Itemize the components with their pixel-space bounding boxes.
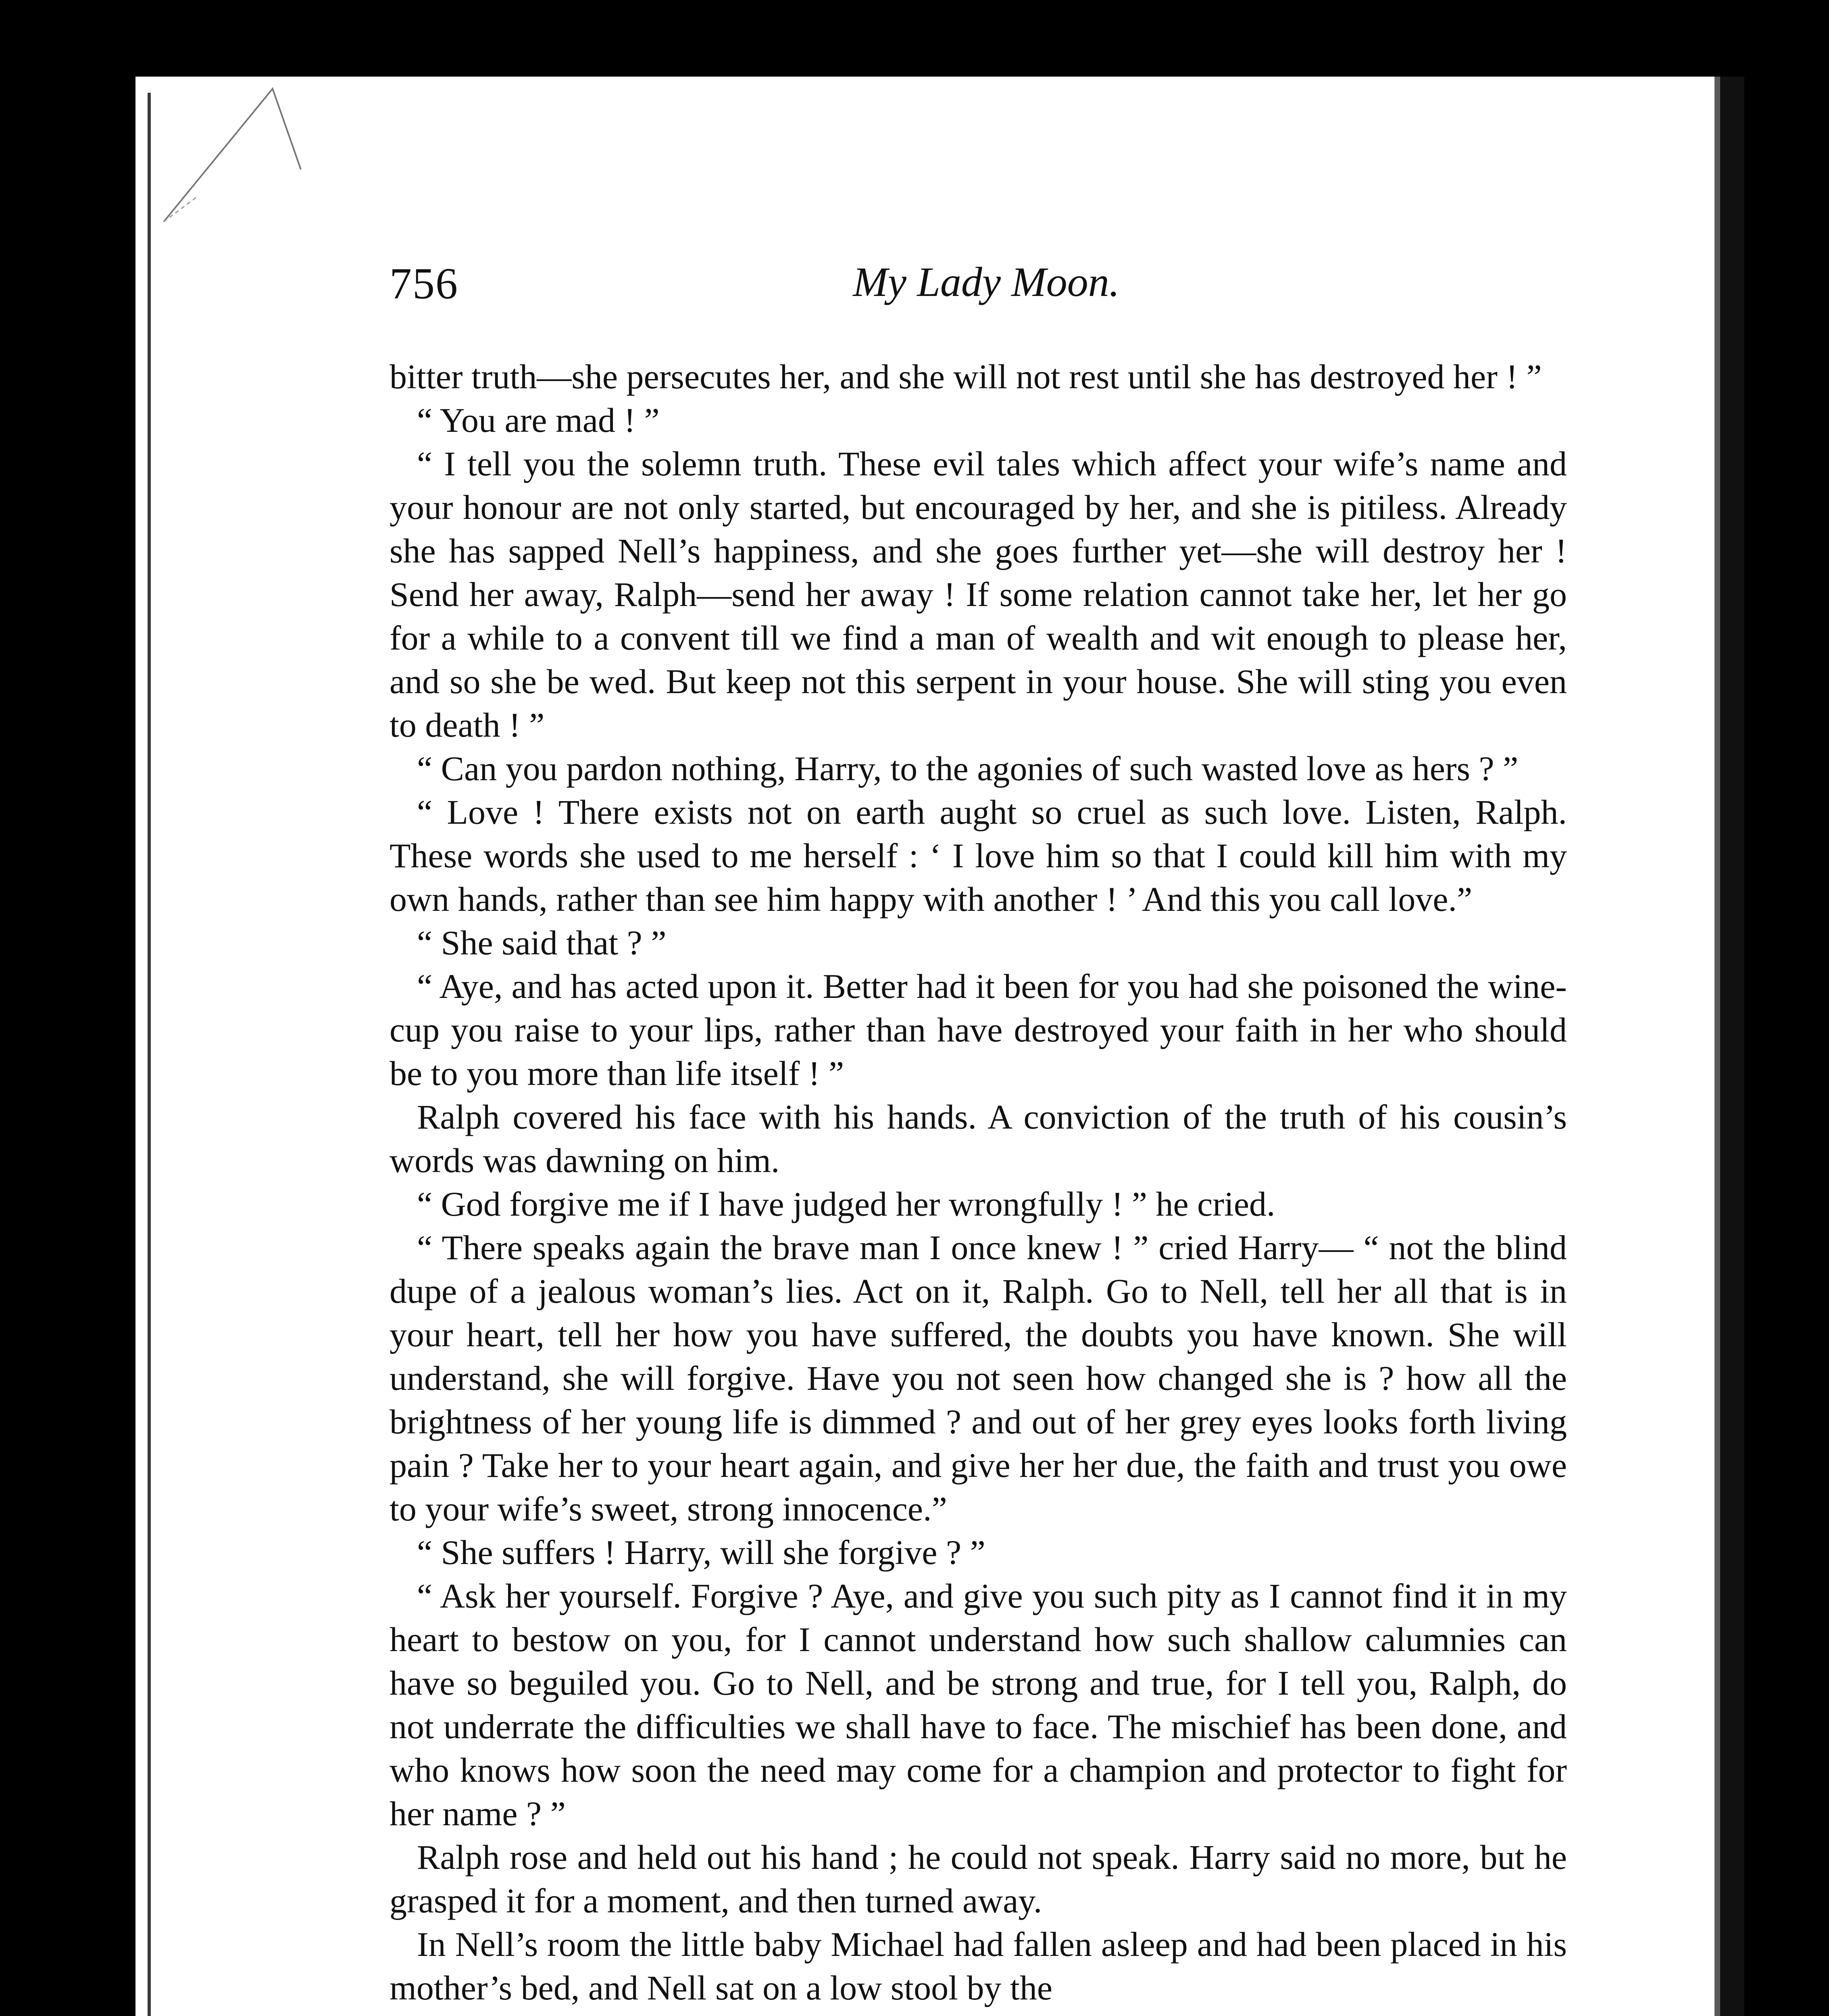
paragraph: “ There speaks again the brave man I once knew ! ” cried Harry— “ not the blind dupe of a jealous woman’s lies. Act on it, Ralph. Go to Nell, tell her all that is in your heart, tell her how you have suffered, the doubts you have known. She will understand, she will forgive. Have you not seen how changed she is ? how all the brightness of her young life is dimmed ? and out of her grey eyes looks forth living pain ? Take her to your heart again, and give her her due, the faith and trust you owe to your wife’s sweet, strong innocence.”: [390, 1228, 1567, 1528]
page-number: 756: [390, 259, 458, 308]
paragraph: Ralph covered his face with his hands. A conviction of the truth of his cousin’s words was dawning on him.: [390, 1098, 1567, 1180]
paragraph: Ralph rose and held out his hand ; he could not speak. Harry said no more, but he grasped it for a moment, and then turned away.: [390, 1838, 1567, 1920]
page-header: [390, 258, 1583, 323]
paragraph: “ She said that ? ”: [417, 923, 667, 962]
running-title: My Lady Moon.: [853, 259, 1120, 305]
paragraph: “ God forgive me if I have judged her wrongfully ! ” he cried.: [417, 1185, 1275, 1223]
paragraph: In Nell’s room the little baby Michael had fallen asleep and had been placed in his mother’s bed, and Nell sat on a low stool by the: [390, 1925, 1567, 2007]
book-page: [135, 77, 1744, 2016]
paragraph: “ You are mad ! ”: [417, 401, 660, 439]
paragraph: “ Ask her yourself. Forgive ? Aye, and give you such pity as I cannot find it in my heart to bestow on you, for I cannot understand how such shallow calumnies can have so beguiled you. Go to Nell, and be strong and true, for I tell you, Ralph, do not underrate the difficulties we shall have to face. The mischief has been done, and who knows how soon the need may come for a champion and protector to fight for her name ? ”: [390, 1577, 1567, 1833]
scan-border-right: [1720, 77, 1744, 2016]
paragraph: bitter truth—she persecutes her, and she will not rest until she has destroyed her ! ”: [390, 357, 1542, 396]
paragraph: “ I tell you the solemn truth. These evil tales which affect your wife’s name and your honour are not only started, but encouraged by her, and she is pitiless. Already she has sapped Nell’s happiness, and she goes further yet—she will destroy her ! Send her away, Ralph—send her away ! If some relation cannot take her, let her go for a while to a convent till we find a man of wealth and wit enough to please her, and so she be wed. But keep not this serpent in your house. She will sting you even to death ! ”: [390, 444, 1567, 744]
facing-page-edge: [1714, 77, 1720, 2016]
page-gutter-line: [148, 93, 151, 2016]
paragraph: “ She suffers ! Harry, will she forgive ? ”: [417, 1533, 985, 1572]
corner-crease-mark: [148, 77, 390, 230]
paragraph: “ Love ! There exists not on earth aught so cruel as such love. Listen, Ralph. These words she used to me herself : ‘ I love him so that I could kill him with my own hands, rather than see him happy with another ! ’ And this you call love.”: [390, 793, 1567, 918]
paragraph: “ Aye, and has acted upon it. Better had it been for you had she poisoned the wine-cup you raise to your lips, rather than have destroyed your faith in her who should be to you more than life itself ! ”: [390, 967, 1567, 1093]
paragraph: “ Can you pardon nothing, Harry, to the agonies of such wasted love as hers ? ”: [417, 749, 1519, 788]
body-text: [390, 355, 1567, 2010]
